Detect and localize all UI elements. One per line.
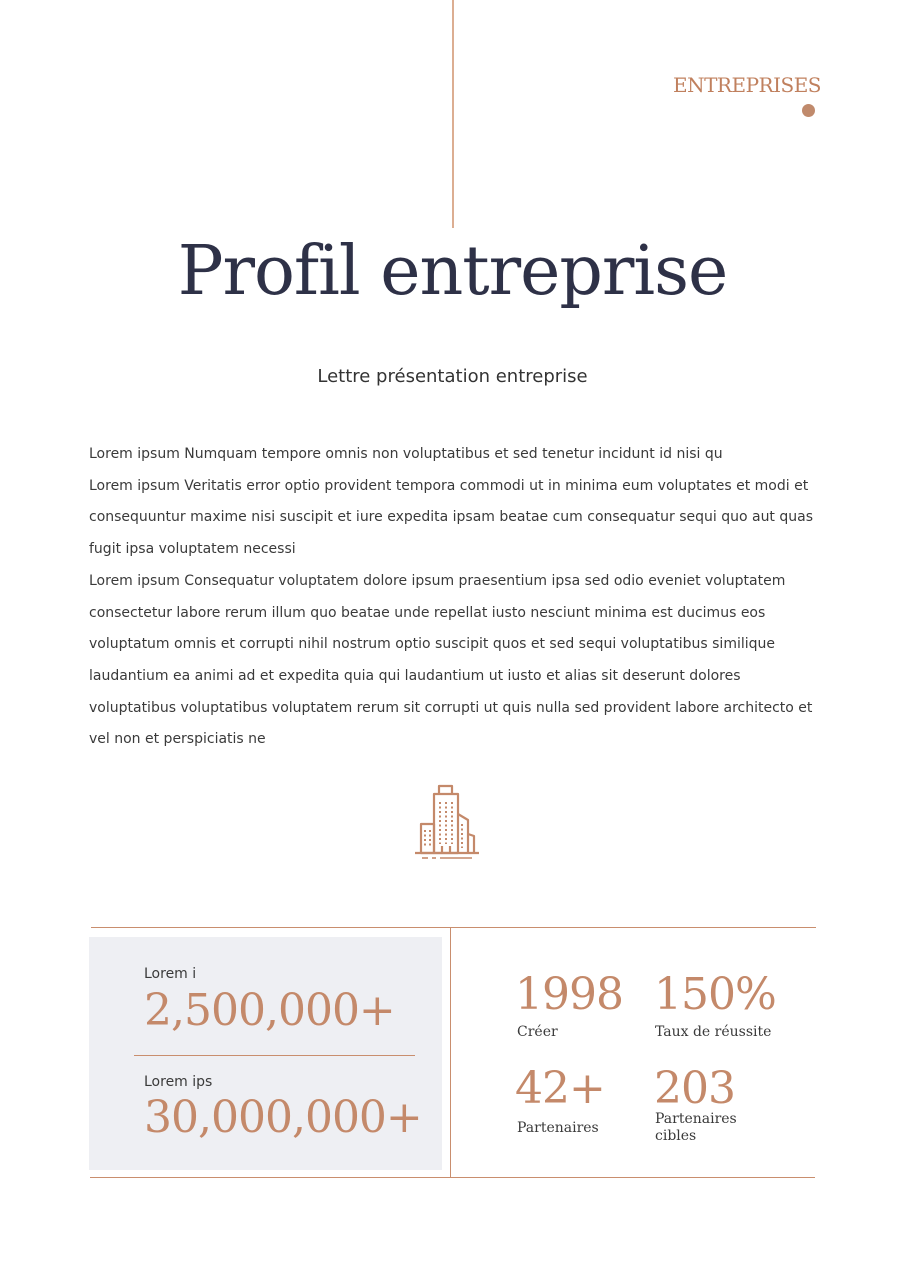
kpi-value: 1998 [515,969,623,1020]
stat-value: 2,500,000+ [144,985,395,1036]
kpi-value: 42+ [515,1063,605,1114]
page-title: Profil entreprise [177,232,728,311]
kpi-label: Créer [517,1024,558,1040]
kpi-label: Taux de réussite [655,1024,772,1040]
brand-dot [802,104,815,117]
body-paragraph: Lorem ipsum Numquam tempore omnis non voluptatibus et sed tenetur incidunt id nisi qu [89,446,723,462]
stat-label: Lorem i [144,966,197,982]
body-paragraph: Lorem ipsum Veritatis error optio provident tempora commodi ut in minima eum voluptates et modi et consequuntur maxime nisi suscipit et iure expedita ipsam beatae cum consequatur sequi quo aut quas fugit ipsa voluptatem necessi [89,477,814,558]
page-subtitle: Lettre présentation entreprise [317,366,588,387]
stats-panel-divider [134,1055,415,1056]
kpi-value: 150% [654,969,776,1020]
building-icon [412,782,482,860]
stats-bottom-divider [90,1177,815,1178]
kpi-label: Partenaires [517,1120,599,1136]
stat-label: Lorem ips [144,1074,213,1090]
stats-center-divider [450,928,451,1177]
kpi-label: Partenaires cibles [655,1111,737,1144]
kpi-value: 203 [654,1063,735,1114]
body-text [89,439,819,756]
stat-value: 30,000,000+ [144,1092,422,1143]
body-paragraph: Lorem ipsum Consequatur voluptatem dolore ipsum praesentium ipsa sed odio eveniet voluptatem consectetur labore rerum illum quo beatae unde repellat iusto nesciunt minima est ducimus eos voluptatum omnis et corrupti nihil nostrum optio suscipit quos et sed sequi voluptatibus similique laudantium ea animi ad et expedita quia qui laudantium ut iusto et alias sit deserunt dolores voluptatibus voluptatibus voluptatem rerum sit corrupti ut quis nulla sed provident labore architecto et vel non et perspiciatis ne [89,572,813,748]
top-vertical-divider [452,0,454,228]
brand-label: ENTREPRISES [672,73,821,97]
stats-top-divider [91,927,816,928]
